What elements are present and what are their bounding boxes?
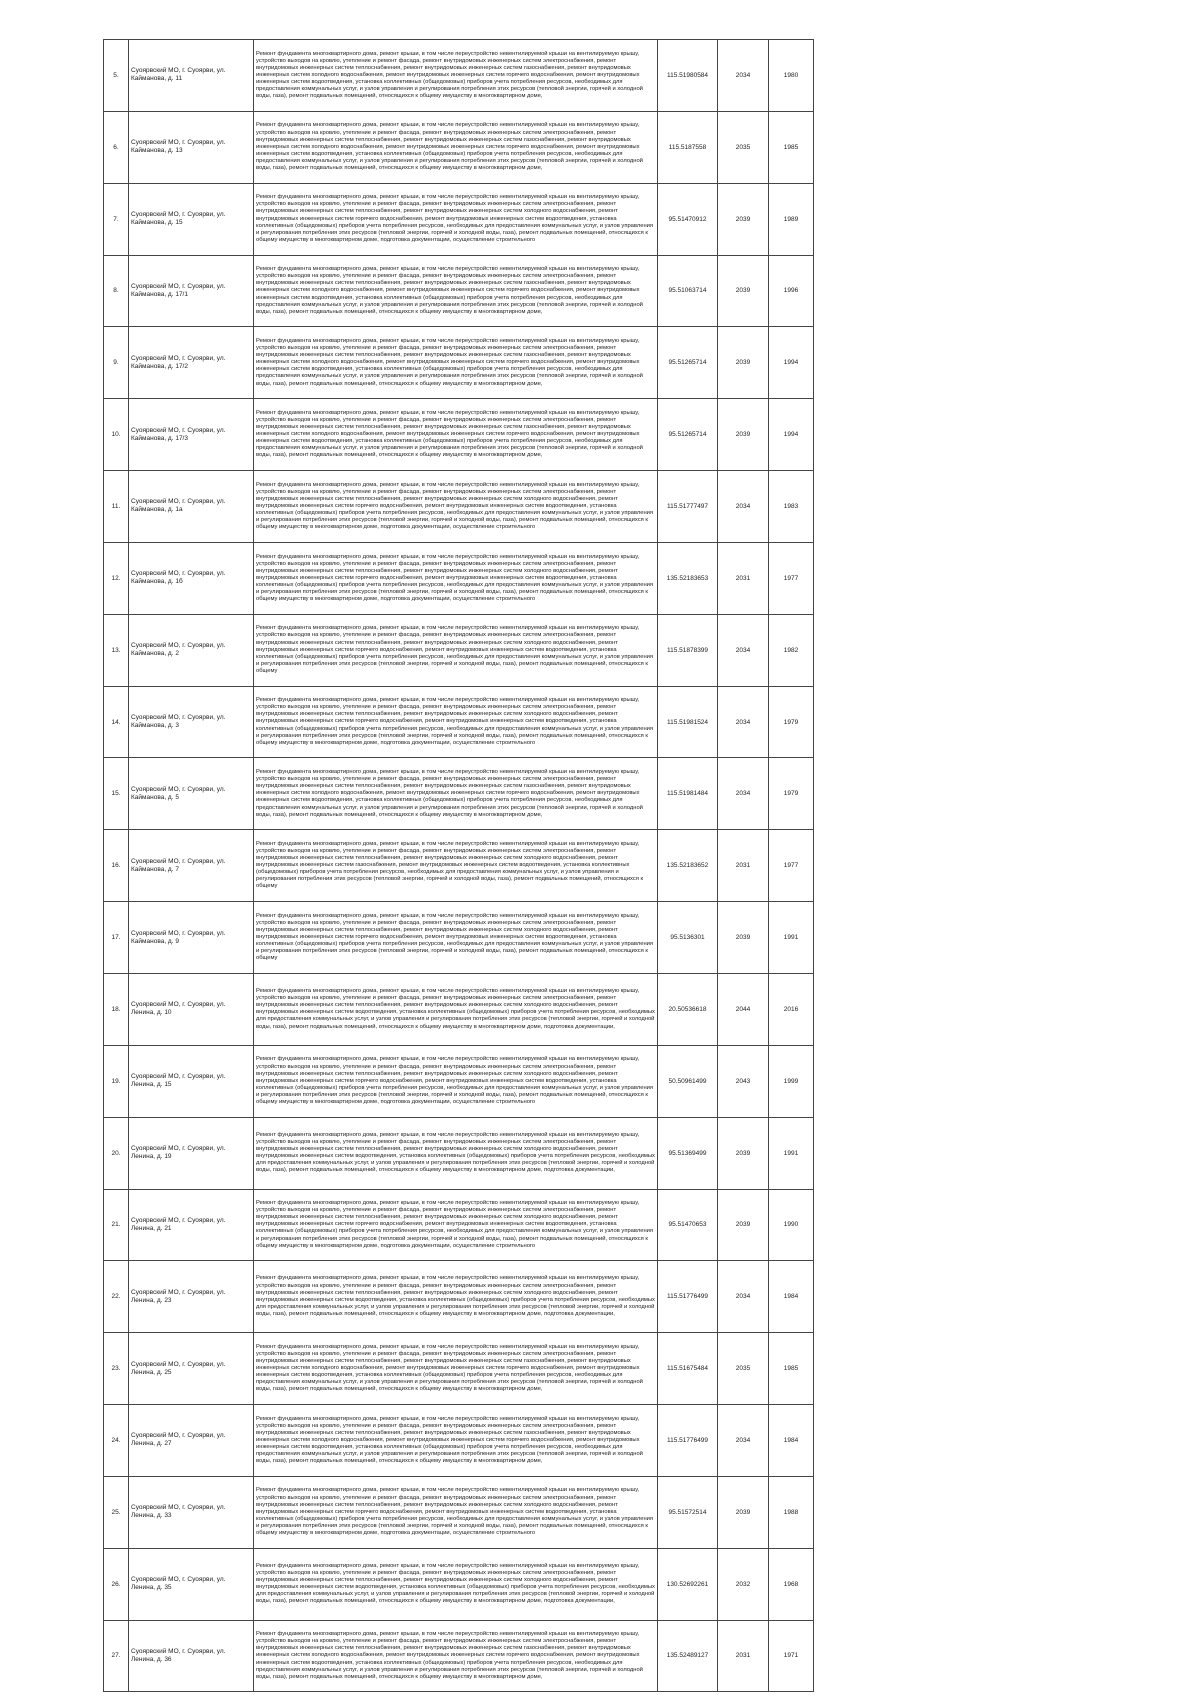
planned-year-cell: 2039 [718,183,769,255]
build-year-cell: 1991 [769,902,814,974]
build-year-cell: 1990 [769,1189,814,1261]
cost-cell: 115.5187558 [658,111,718,183]
address-cell: Суоярвский МО, г. Суоярви, ул. Ленина, д. 36 [129,1620,254,1692]
table-row [104,902,814,974]
address-cell: Суоярвский МО, г. Суоярви, ул. Ленина, д. 15 [129,1045,254,1117]
planned-year-cell: 2043 [718,1045,769,1117]
build-year-cell: 1979 [769,758,814,830]
row-number-cell: 19. [104,1045,129,1117]
build-year-cell: 1999 [769,1045,814,1117]
row-number-cell: 21. [104,1189,129,1261]
build-year-cell: 1996 [769,255,814,327]
build-year-cell: 1977 [769,542,814,614]
address-cell: Суоярвский МО, г. Суоярви, ул. Кайманова, д. 11 [129,40,254,112]
build-year-cell: 1984 [769,1405,814,1477]
planned-year-cell: 2039 [718,1117,769,1189]
work-description-text: Ремонт фундамента многоквартирного дома, ремонт крыши, в том числе переустройство невентилируемой крыши на вентилируемую крышу, устройство выходов на кровлю, утепление и ремонт фасада, ремонт внутридомовых инженерных систем электроснабжения, ремонт внутридомовых инженерных систем теплоснабжения, ремонт внутридомовых инженерных систем газоснабжения, ремонт внутридомовых инженерных систем холодного водоснабжения, ремонт внутридомовых инженерных систем горячего водоснабжения, ремонт внутридомовых инженерных систем водоотведения, установка коллективных (общедомовых) приборов учета потребления ресурсов, необходимых для предоставления коммунальных услуг, и узлов управления и регулирования потребления этих ресурсов (тепловой энергии, горячей и холодной воды, газа), ремонт подвальных помещений, относящихся к общему имуществу в многоквартирном доме, [256,337,643,387]
work-description-text: Ремонт фундамента многоквартирного дома, ремонт крыши, в том числе переустройство невентилируемой крыши на вентилируемую крышу, устройство выходов на кровлю, утепление и ремонт фасада, ремонт внутридомовых инженерных систем электроснабжения, ремонт внутридомовых инженерных систем теплоснабжения, ремонт внутридомовых инженерных систем холодного водоснабжения, ремонт внутридомовых инженерных систем горячего водоснабжения, ремонт внутридомовых инженерных систем водоотведения, установка коллективных (общедомовых) приборов учета потребления ресурсов, необходимых для предоставления коммунальных услуг, и узлов управления и регулирования потребления этих ресурсов (тепловой энергии, горячей и холодной воды, газа), ремонт подвальных помещений, относящихся к общему имуществу в многоквартирном доме, подготовка документации, осуществление строительного [256,194,654,243]
cost-cell: 115.51776499 [658,1261,718,1333]
table-row [104,1045,814,1117]
work-description-cell [254,471,658,543]
build-year-cell: 1979 [769,686,814,758]
address-cell: Суоярвский МО, г. Суоярви, ул. Ленина, д. 33 [129,1476,254,1548]
table-row [104,40,814,112]
row-number-cell: 26. [104,1548,129,1620]
build-year-cell: 2016 [769,973,814,1045]
work-description-text: Ремонт фундамента многоквартирного дома, ремонт крыши, в том числе переустройство невентилируемой крыши на вентилируемую крышу, устройство выходов на кровлю, утепление и ремонт фасада, ремонт внутридомовых инженерных систем электроснабжения, ремонт внутридомовых инженерных систем теплоснабжения, ремонт внутридомовых инженерных систем холодного водоснабжения, ремонт внутридомовых инженерных систем горячего водоснабжения, ремонт внутридомовых инженерных систем водоотведения, установка коллективных (общедомовых) приборов учета потребления ресурсов, необходимых для предоставления коммунальных услуг, и узлов управления и регулирования потребления этих ресурсов (тепловой энергии, горячей и холодной воды, газа), ремонт подвальных помещений, относящихся к общему имуществу в многоквартирном доме, подготовка документации, осуществление строительного [256,697,654,746]
table-row [104,542,814,614]
work-description-cell [254,1405,658,1477]
row-number-cell: 10. [104,399,129,471]
cost-cell: 95.51063714 [658,255,718,327]
row-number-cell: 27. [104,1620,129,1692]
work-description-text: Ремонт фундамента многоквартирного дома, ремонт крыши, в том числе переустройство невентилируемой крыши на вентилируемую крышу, устройство выходов на кровлю, утепление и ремонт фасада, ремонт внутридомовых инженерных систем электроснабжения, ремонт внутридомовых инженерных систем теплоснабжения, ремонт внутридомовых инженерных систем газоснабжения, ремонт внутридомовых инженерных систем холодного водоснабжения, ремонт внутридомовых инженерных систем горячего водоснабжения, ремонт внутридомовых инженерных систем водоотведения, установка коллективных (общедомовых) приборов учета потребления ресурсов, необходимых для предоставления коммунальных услуг, и узлов управления и регулирования потребления этих ресурсов (тепловой энергии, горячей и холодной воды, газа), ремонт подвальных помещений, относящихся к общему имуществу в многоквартирном доме, [256,50,643,100]
row-number-cell: 18. [104,973,129,1045]
work-description-cell [254,1548,658,1620]
work-description-cell [254,1333,658,1405]
row-number-cell: 14. [104,686,129,758]
work-description-cell [254,327,658,399]
build-year-cell: 1982 [769,614,814,686]
row-number-cell: 13. [104,614,129,686]
planned-year-cell: 2039 [718,902,769,974]
build-year-cell: 1984 [769,1261,814,1333]
planned-year-cell: 2034 [718,686,769,758]
planned-year-cell: 2044 [718,973,769,1045]
row-number-cell: 8. [104,255,129,327]
work-description-text: Ремонт фундамента многоквартирного дома, ремонт крыши, в том числе переустройство невентилируемой крыши на вентилируемую крышу, устройство выходов на кровлю, утепление и ремонт фасада, ремонт внутридомовых инженерных систем электроснабжения, ремонт внутридомовых инженерных систем теплоснабжения, ремонт внутридомовых инженерных систем газоснабжения, ремонт внутридомовых инженерных систем холодного водоснабжения, ремонт внутридомовых инженерных систем горячего водоснабжения, ремонт внутридомовых инженерных систем водоотведения, установка коллективных (общедомовых) приборов учета потребления ресурсов, необходимых для предоставления коммунальных услуг, и узлов управления и регулирования потребления этих ресурсов (тепловой энергии, горячей и холодной воды, газа), ремонт подвальных помещений, относящихся к общему имуществу в многоквартирном доме, [256,1343,643,1393]
work-description-cell [254,973,658,1045]
table-row [104,758,814,830]
planned-year-cell: 2034 [718,758,769,830]
work-description-cell [254,255,658,327]
address-cell: Суоярвский МО, г. Суоярви, ул. Кайманова, д. 13 [129,111,254,183]
cost-cell: 115.51981484 [658,758,718,830]
work-description-cell [254,399,658,471]
cost-cell: 115.51675484 [658,1333,718,1405]
work-description-text: Ремонт фундамента многоквартирного дома, ремонт крыши, в том числе переустройство невентилируемой крыши на вентилируемую крышу, устройство выходов на кровлю, утепление и ремонт фасада, ремонт внутридомовых инженерных систем электроснабжения, ремонт внутридомовых инженерных систем теплоснабжения, ремонт внутридомовых инженерных систем холодного водоснабжения, ремонт внутридомовых инженерных систем газоснабжения, ремонт внутридомовых инженерных систем водоотведения, установка коллективных (общедомовых) приборов учета потребления ресурсов, необходимых для предоставления коммунальных услуг, и узлов управления и регулирования потребления этих ресурсов (тепловой энергии, горячей и холодной воды, газа), ремонт подвальных помещений, относящихся к общему [256,840,644,890]
work-description-cell [254,183,658,255]
build-year-cell: 1971 [769,1620,814,1692]
work-description-text: Ремонт фундамента многоквартирного дома, ремонт крыши, в том числе переустройство невентилируемой крыши на вентилируемую крышу, устройство выходов на кровлю, утепление и ремонт фасада, ремонт внутридомовых инженерных систем электроснабжения, ремонт внутридомовых инженерных систем теплоснабжения, ремонт внутридомовых инженерных систем холодного водоснабжения, ремонт внутридомовых инженерных систем водоотведения, установка коллективных (общедомовых) приборов учета потребления ресурсов, необходимых для предоставления коммунальных услуг, и узлов управления и регулирования потребления этих ресурсов (тепловой энергии, горячей и холодной воды, газа), ремонт подвальных помещений, относящихся к общему имуществу в многоквартирном доме, подготовка документации, [256,1562,655,1605]
table-row [104,614,814,686]
address-cell: Суоярвский МО, г. Суоярви, ул. Ленина, д. 35 [129,1548,254,1620]
address-cell: Суоярвский МО, г. Суоярви, ул. Кайманова, д. 7 [129,830,254,902]
build-year-cell: 1991 [769,1117,814,1189]
address-cell: Суоярвский МО, г. Суоярви, ул. Кайманова, д. 15 [129,183,254,255]
row-number-cell: 11. [104,471,129,543]
row-number-cell: 24. [104,1405,129,1477]
work-description-text: Ремонт фундамента многоквартирного дома, ремонт крыши, в том числе переустройство невентилируемой крыши на вентилируемую крышу, устройство выходов на кровлю, утепление и ремонт фасада, ремонт внутридомовых инженерных систем электроснабжения, ремонт внутридомовых инженерных систем теплоснабжения, ремонт внутридомовых инженерных систем газоснабжения, ремонт внутридомовых инженерных систем холодного водоснабжения, ремонт внутридомовых инженерных систем горячего водоснабжения, ремонт внутридомовых инженерных систем водоотведения, установка коллективных (общедомовых) приборов учета потребления ресурсов, необходимых для предоставления коммунальных услуг, и узлов управления и регулирования потребления этих ресурсов (тепловой энергии, горячей и холодной воды, газа), ремонт подвальных помещений, относящихся к общему имуществу в многоквартирном доме, [256,266,643,315]
row-number-cell: 20. [104,1117,129,1189]
planned-year-cell: 2035 [718,1333,769,1405]
address-cell: Суоярвский МО, г. Суоярви, ул. Ленина, д. 27 [129,1405,254,1477]
register-table-body [104,40,814,1692]
build-year-cell: 1983 [769,471,814,543]
planned-year-cell: 2039 [718,399,769,471]
planned-year-cell: 2039 [718,1189,769,1261]
cost-cell: 115.51981524 [658,686,718,758]
cost-cell: 20.50536618 [658,973,718,1045]
build-year-cell: 1977 [769,830,814,902]
work-description-cell [254,1261,658,1333]
table-row [104,111,814,183]
work-description-cell [254,542,658,614]
row-number-cell: 5. [104,40,129,112]
table-row [104,1117,814,1189]
work-description-cell [254,902,658,974]
cost-cell: 95.5136301 [658,902,718,974]
work-description-cell [254,1476,658,1548]
table-row [104,183,814,255]
planned-year-cell: 2034 [718,40,769,112]
cost-cell: 95.51369499 [658,1117,718,1189]
table-row [104,471,814,543]
work-description-text: Ремонт фундамента многоквартирного дома, ремонт крыши, в том числе переустройство невентилируемой крыши на вентилируемую крышу, устройство выходов на кровлю, утепление и ремонт фасада, ремонт внутридомовых инженерных систем электроснабжения, ремонт внутридомовых инженерных систем теплоснабжения, ремонт внутридомовых инженерных систем газоснабжения, ремонт внутридомовых инженерных систем холодного водоснабжения, ремонт внутридомовых инженерных систем горячего водоснабжения, ремонт внутридомовых инженерных систем водоотведения, установка коллективных (общедомовых) приборов учета потребления ресурсов, необходимых для предоставления коммунальных услуг, и узлов управления и регулирования потребления этих ресурсов (тепловой энергии, горячей и холодной воды, газа), ремонт подвальных помещений, относящихся к общему имуществу в многоквартирном доме, [256,1631,643,1680]
cost-cell: 115.51777497 [658,471,718,543]
work-description-cell [254,1045,658,1117]
cost-cell: 95.51265714 [658,399,718,471]
build-year-cell: 1985 [769,1333,814,1405]
row-number-cell: 25. [104,1476,129,1548]
cost-cell: 115.51878399 [658,614,718,686]
row-number-cell: 15. [104,758,129,830]
table-row [104,973,814,1045]
cost-cell: 95.51470912 [658,183,718,255]
work-description-cell [254,40,658,112]
address-cell: Суоярвский МО, г. Суоярви, ул. Кайманова, д. 3 [129,686,254,758]
address-cell: Суоярвский МО, г. Суоярви, ул. Кайманова, д. 5 [129,758,254,830]
row-number-cell: 6. [104,111,129,183]
cost-cell: 130.52692261 [658,1548,718,1620]
planned-year-cell: 2031 [718,1620,769,1692]
work-description-text: Ремонт фундамента многоквартирного дома, ремонт крыши, в том числе переустройство невентилируемой крыши на вентилируемую крышу, устройство выходов на кровлю, утепление и ремонт фасада, ремонт внутридомовых инженерных систем электроснабжения, ремонт внутридомовых инженерных систем теплоснабжения, ремонт внутридомовых инженерных систем холодного водоснабжения, ремонт внутридомовых инженерных систем горячего водоснабжения, ремонт внутридомовых инженерных систем водоотведения, установка коллективных (общедомовых) приборов учета потребления ресурсов, необходимых для предоставления коммунальных услуг, и узлов управления и регулирования потребления этих ресурсов (тепловой энергии, горячей и холодной воды, газа), ремонт подвальных помещений, относящихся к общему [256,912,654,962]
row-number-cell: 17. [104,902,129,974]
work-description-cell [254,686,658,758]
work-description-cell [254,614,658,686]
row-number-cell: 12. [104,542,129,614]
table-row [104,1261,814,1333]
build-year-cell: 1994 [769,399,814,471]
repair-register-table [103,39,814,1692]
table-row [104,686,814,758]
table-row [104,1189,814,1261]
work-description-text: Ремонт фундамента многоквартирного дома, ремонт крыши, в том числе переустройство невентилируемой крыши на вентилируемую крышу, устройство выходов на кровлю, утепление и ремонт фасада, ремонт внутридомовых инженерных систем электроснабжения, ремонт внутридомовых инженерных систем теплоснабжения, ремонт внутридомовых инженерных систем холодного водоснабжения, ремонт внутридомовых инженерных систем горячего водоснабжения, ремонт внутридомовых инженерных систем водоотведения, установка коллективных (общедомовых) приборов учета потребления ресурсов, необходимых для предоставления коммунальных услуг, и узлов управления и регулирования потребления этих ресурсов (тепловой энергии, горячей и холодной воды, газа), ремонт подвальных помещений, относящихся к общему [256,625,654,674]
address-cell: Суоярвский МО, г. Суоярви, ул. Кайманова, д. 9 [129,902,254,974]
planned-year-cell: 2031 [718,830,769,902]
build-year-cell: 1985 [769,111,814,183]
build-year-cell: 1980 [769,40,814,112]
address-cell: Суоярвский МО, г. Суоярви, ул. Кайманова, д. 17/2 [129,327,254,399]
table-row [104,255,814,327]
planned-year-cell: 2034 [718,1261,769,1333]
planned-year-cell: 2031 [718,542,769,614]
work-description-text: Ремонт фундамента многоквартирного дома, ремонт крыши, в том числе переустройство невентилируемой крыши на вентилируемую крышу, устройство выходов на кровлю, утепление и ремонт фасада, ремонт внутридомовых инженерных систем электроснабжения, ремонт внутридомовых инженерных систем теплоснабжения, ремонт внутридомовых инженерных систем газоснабжения, ремонт внутридомовых инженерных систем холодного водоснабжения, ремонт внутридомовых инженерных систем горячего водоснабжения, ремонт внутридомовых инженерных систем водоотведения, установка коллективных (общедомовых) приборов учета потребления ресурсов, необходимых для предоставления коммунальных услуг, и узлов управления и регулирования потребления этих ресурсов (тепловой энергии, горячей и холодной воды, газа), ремонт подвальных помещений, относящихся к общему имуществу в многоквартирном доме, [256,409,643,459]
cost-cell: 95.51265714 [658,327,718,399]
table-row [104,1333,814,1405]
address-cell: Суоярвский МО, г. Суоярви, ул. Ленина, д. 23 [129,1261,254,1333]
planned-year-cell: 2034 [718,614,769,686]
table-row [104,327,814,399]
row-number-cell: 23. [104,1333,129,1405]
work-description-text: Ремонт фундамента многоквартирного дома, ремонт крыши, в том числе переустройство невентилируемой крыши на вентилируемую крышу, устройство выходов на кровлю, утепление и ремонт фасада, ремонт внутридомовых инженерных систем электроснабжения, ремонт внутридомовых инженерных систем теплоснабжения, ремонт внутридомовых инженерных систем холодного водоснабжения, ремонт внутридомовых инженерных систем водоотведения, установка коллективных (общедомовых) приборов учета потребления ресурсов, необходимых для предоставления коммунальных услуг, и узлов управления и регулирования потребления этих ресурсов (тепловой энергии, горячей и холодной воды, газа), ремонт подвальных помещений, относящихся к общему имуществу в многоквартирном доме, подготовка документации, [256,1131,655,1174]
address-cell: Суоярвский МО, г. Суоярви, ул. Кайманова, д. 17/3 [129,399,254,471]
work-description-text: Ремонт фундамента многоквартирного дома, ремонт крыши, в том числе переустройство невентилируемой крыши на вентилируемую крышу, устройство выходов на кровлю, утепление и ремонт фасада, ремонт внутридомовых инженерных систем электроснабжения, ремонт внутридомовых инженерных систем теплоснабжения, ремонт внутридомовых инженерных систем газоснабжения, ремонт внутридомовых инженерных систем холодного водоснабжения, ремонт внутридомовых инженерных систем горячего водоснабжения, ремонт внутридомовых инженерных систем водоотведения, установка коллективных (общедомовых) приборов учета потребления ресурсов, необходимых для предоставления коммунальных услуг, и узлов управления и регулирования потребления этих ресурсов (тепловой энергии, горячей и холодной воды, газа), ремонт подвальных помещений, относящихся к общему имуществу в многоквартирном доме, [256,1415,643,1465]
planned-year-cell: 2032 [718,1548,769,1620]
cost-cell: 135.52489127 [658,1620,718,1692]
build-year-cell: 1994 [769,327,814,399]
address-cell: Суоярвский МО, г. Суоярви, ул. Ленина, д. 25 [129,1333,254,1405]
cost-cell: 135.52183653 [658,542,718,614]
address-cell: Суоярвский МО, г. Суоярви, ул. Кайманова, д. 1б [129,542,254,614]
work-description-text: Ремонт фундамента многоквартирного дома, ремонт крыши, в том числе переустройство невентилируемой крыши на вентилируемую крышу, устройство выходов на кровлю, утепление и ремонт фасада, ремонт внутридомовых инженерных систем электроснабжения, ремонт внутридомовых инженерных систем теплоснабжения, ремонт внутридомовых инженерных систем газоснабжения, ремонт внутридомовых инженерных систем холодного водоснабжения, ремонт внутридомовых инженерных систем горячего водоснабжения, ремонт внутридомовых инженерных систем водоотведения, установка коллективных (общедомовых) приборов учета потребления ресурсов, необходимых для предоставления коммунальных услуг, и узлов управления и регулирования потребления этих ресурсов (тепловой энергии, горячей и холодной воды, газа), ремонт подвальных помещений, относящихся к общему имуществу в многоквартирном доме, [256,769,643,818]
work-description-text: Ремонт фундамента многоквартирного дома, ремонт крыши, в том числе переустройство невентилируемой крыши на вентилируемую крышу, устройство выходов на кровлю, утепление и ремонт фасада, ремонт внутридомовых инженерных систем электроснабжения, ремонт внутридомовых инженерных систем теплоснабжения, ремонт внутридомовых инженерных систем холодного водоснабжения, ремонт внутридомовых инженерных систем водоотведения, установка коллективных (общедомовых) приборов учета потребления ресурсов, необходимых для предоставления коммунальных услуг, и узлов управления и регулирования потребления этих ресурсов (тепловой энергии, горячей и холодной воды, газа), ремонт подвальных помещений, относящихся к общему имуществу в многоквартирном доме, подготовка документации, [256,1275,655,1317]
build-year-cell: 1988 [769,1476,814,1548]
work-description-text: Ремонт фундамента многоквартирного дома, ремонт крыши, в том числе переустройство невентилируемой крыши на вентилируемую крышу, устройство выходов на кровлю, утепление и ремонт фасада, ремонт внутридомовых инженерных систем электроснабжения, ремонт внутридомовых инженерных систем теплоснабжения, ремонт внутридомовых инженерных систем холодного водоснабжения, ремонт внутридомовых инженерных систем водоотведения, установка коллективных (общедомовых) приборов учета потребления ресурсов, необходимых для предоставления коммунальных услуг, и узлов управления и регулирования потребления этих ресурсов (тепловой энергии, горячей и холодной воды, газа), ремонт подвальных помещений, относящихся к общему имуществу в многоквартирном доме, подготовка документации, [256,988,655,1030]
cost-cell: 115.51776499 [658,1405,718,1477]
work-description-cell [254,1117,658,1189]
planned-year-cell: 2034 [718,1405,769,1477]
row-number-cell: 22. [104,1261,129,1333]
work-description-text: Ремонт фундамента многоквартирного дома, ремонт крыши, в том числе переустройство невентилируемой крыши на вентилируемую крышу, устройство выходов на кровлю, утепление и ремонт фасада, ремонт внутридомовых инженерных систем электроснабжения, ремонт внутридомовых инженерных систем теплоснабжения, ремонт внутридомовых инженерных систем холодного водоснабжения, ремонт внутридомовых инженерных систем горячего водоснабжения, ремонт внутридомовых инженерных систем водоотведения, установка коллективных (общедомовых) приборов учета потребления ресурсов, необходимых для предоставления коммунальных услуг, и узлов управления и регулирования потребления этих ресурсов (тепловой энергии, горячей и холодной воды, газа), ремонт подвальных помещений, относящихся к общему имуществу в многоквартирном доме, подготовка документации, осуществление строительного [256,553,654,603]
planned-year-cell: 2039 [718,327,769,399]
address-cell: Суоярвский МО, г. Суоярви, ул. Ленина, д. 19 [129,1117,254,1189]
cost-cell: 95.51470653 [658,1189,718,1261]
table-row [104,830,814,902]
table-row [104,1620,814,1692]
address-cell: Суоярвский МО, г. Суоярви, ул. Кайманова, д. 2 [129,614,254,686]
planned-year-cell: 2035 [718,111,769,183]
address-cell: Суоярвский МО, г. Суоярви, ул. Кайманова, д. 1а [129,471,254,543]
address-cell: Суоярвский МО, г. Суоярви, ул. Кайманова, д. 17/1 [129,255,254,327]
row-number-cell: 16. [104,830,129,902]
work-description-cell [254,111,658,183]
row-number-cell: 9. [104,327,129,399]
work-description-cell [254,758,658,830]
work-description-cell [254,1189,658,1261]
address-cell: Суоярвский МО, г. Суоярви, ул. Ленина, д. 10 [129,973,254,1045]
work-description-cell [254,1620,658,1692]
work-description-text: Ремонт фундамента многоквартирного дома, ремонт крыши, в том числе переустройство невентилируемой крыши на вентилируемую крышу, устройство выходов на кровлю, утепление и ремонт фасада, ремонт внутридомовых инженерных систем электроснабжения, ремонт внутридомовых инженерных систем теплоснабжения, ремонт внутридомовых инженерных систем холодного водоснабжения, ремонт внутридомовых инженерных систем горячего водоснабжения, ремонт внутридомовых инженерных систем водоотведения, установка коллективных (общедомовых) приборов учета потребления ресурсов, необходимых для предоставления коммунальных услуг, и узлов управления и регулирования потребления этих ресурсов (тепловой энергии, горячей и холодной воды, газа), ремонт подвальных помещений, относящихся к общему имуществу в многоквартирном доме, подготовка документации, осуществление строительного [256,1200,654,1249]
cost-cell: 95.51572514 [658,1476,718,1548]
cost-cell: 115.51980584 [658,40,718,112]
build-year-cell: 1989 [769,183,814,255]
table-row [104,1476,814,1548]
work-description-text: Ремонт фундамента многоквартирного дома, ремонт крыши, в том числе переустройство невентилируемой крыши на вентилируемую крышу, устройство выходов на кровлю, утепление и ремонт фасада, ремонт внутридомовых инженерных систем электроснабжения, ремонт внутридомовых инженерных систем теплоснабжения, ремонт внутридомовых инженерных систем холодного водоснабжения, ремонт внутридомовых инженерных систем горячего водоснабжения, ремонт внутридомовых инженерных систем водоотведения, установка коллективных (общедомовых) приборов учета потребления ресурсов, необходимых для предоставления коммунальных услуг, и узлов управления и регулирования потребления этих ресурсов (тепловой энергии, горячей и холодной воды, газа), ремонт подвальных помещений, относящихся к общему имуществу в многоквартирном доме, подготовка документации, осуществление строительного [256,1487,654,1537]
table-row [104,1405,814,1477]
table-row [104,399,814,471]
planned-year-cell: 2039 [718,255,769,327]
table-row [104,1548,814,1620]
work-description-text: Ремонт фундамента многоквартирного дома, ремонт крыши, в том числе переустройство невентилируемой крыши на вентилируемую крышу, устройство выходов на кровлю, утепление и ремонт фасада, ремонт внутридомовых инженерных систем электроснабжения, ремонт внутридомовых инженерных систем теплоснабжения, ремонт внутридомовых инженерных систем холодного водоснабжения, ремонт внутридомовых инженерных систем горячего водоснабжения, ремонт внутридомовых инженерных систем водоотведения, установка коллективных (общедомовых) приборов учета потребления ресурсов, необходимых для предоставления коммунальных услуг, и узлов управления и регулирования потребления этих ресурсов (тепловой энергии, горячей и холодной воды, газа), ремонт подвальных помещений, относящихся к общему имуществу в многоквартирном доме, подготовка документации, осуществление строительного [256,1056,654,1105]
work-description-text: Ремонт фундамента многоквартирного дома, ремонт крыши, в том числе переустройство невентилируемой крыши на вентилируемую крышу, устройство выходов на кровлю, утепление и ремонт фасада, ремонт внутридомовых инженерных систем электроснабжения, ремонт внутридомовых инженерных систем теплоснабжения, ремонт внутридомовых инженерных систем газоснабжения, ремонт внутридомовых инженерных систем холодного водоснабжения, ремонт внутридомовых инженерных систем горячего водоснабжения, ремонт внутридомовых инженерных систем водоотведения, установка коллективных (общедомовых) приборов учета потребления ресурсов, необходимых для предоставления коммунальных услуг, и узлов управления и регулирования потребления этих ресурсов (тепловой энергии, горячей и холодной воды, газа), ремонт подвальных помещений, относящихся к общему имуществу в многоквартирном доме, [256,122,643,171]
planned-year-cell: 2034 [718,471,769,543]
planned-year-cell: 2039 [718,1476,769,1548]
address-cell: Суоярвский МО, г. Суоярви, ул. Ленина, д. 21 [129,1189,254,1261]
work-description-cell [254,830,658,902]
cost-cell: 135.52183652 [658,830,718,902]
build-year-cell: 1968 [769,1548,814,1620]
row-number-cell: 7. [104,183,129,255]
cost-cell: 50.50961499 [658,1045,718,1117]
work-description-text: Ремонт фундамента многоквартирного дома, ремонт крыши, в том числе переустройство невентилируемой крыши на вентилируемую крышу, устройство выходов на кровлю, утепление и ремонт фасада, ремонт внутридомовых инженерных систем электроснабжения, ремонт внутридомовых инженерных систем теплоснабжения, ремонт внутридомовых инженерных систем холодного водоснабжения, ремонт внутридомовых инженерных систем горячего водоснабжения, ремонт внутридомовых инженерных систем водоотведения, установка коллективных (общедомовых) приборов учета потребления ресурсов, необходимых для предоставления коммунальных услуг, и узлов управления и регулирования потребления этих ресурсов (тепловой энергии, горячей и холодной воды, газа), ремонт подвальных помещений, относящихся к общему имуществу в многоквартирном доме, подготовка документации, осуществление строительного [256,481,654,531]
